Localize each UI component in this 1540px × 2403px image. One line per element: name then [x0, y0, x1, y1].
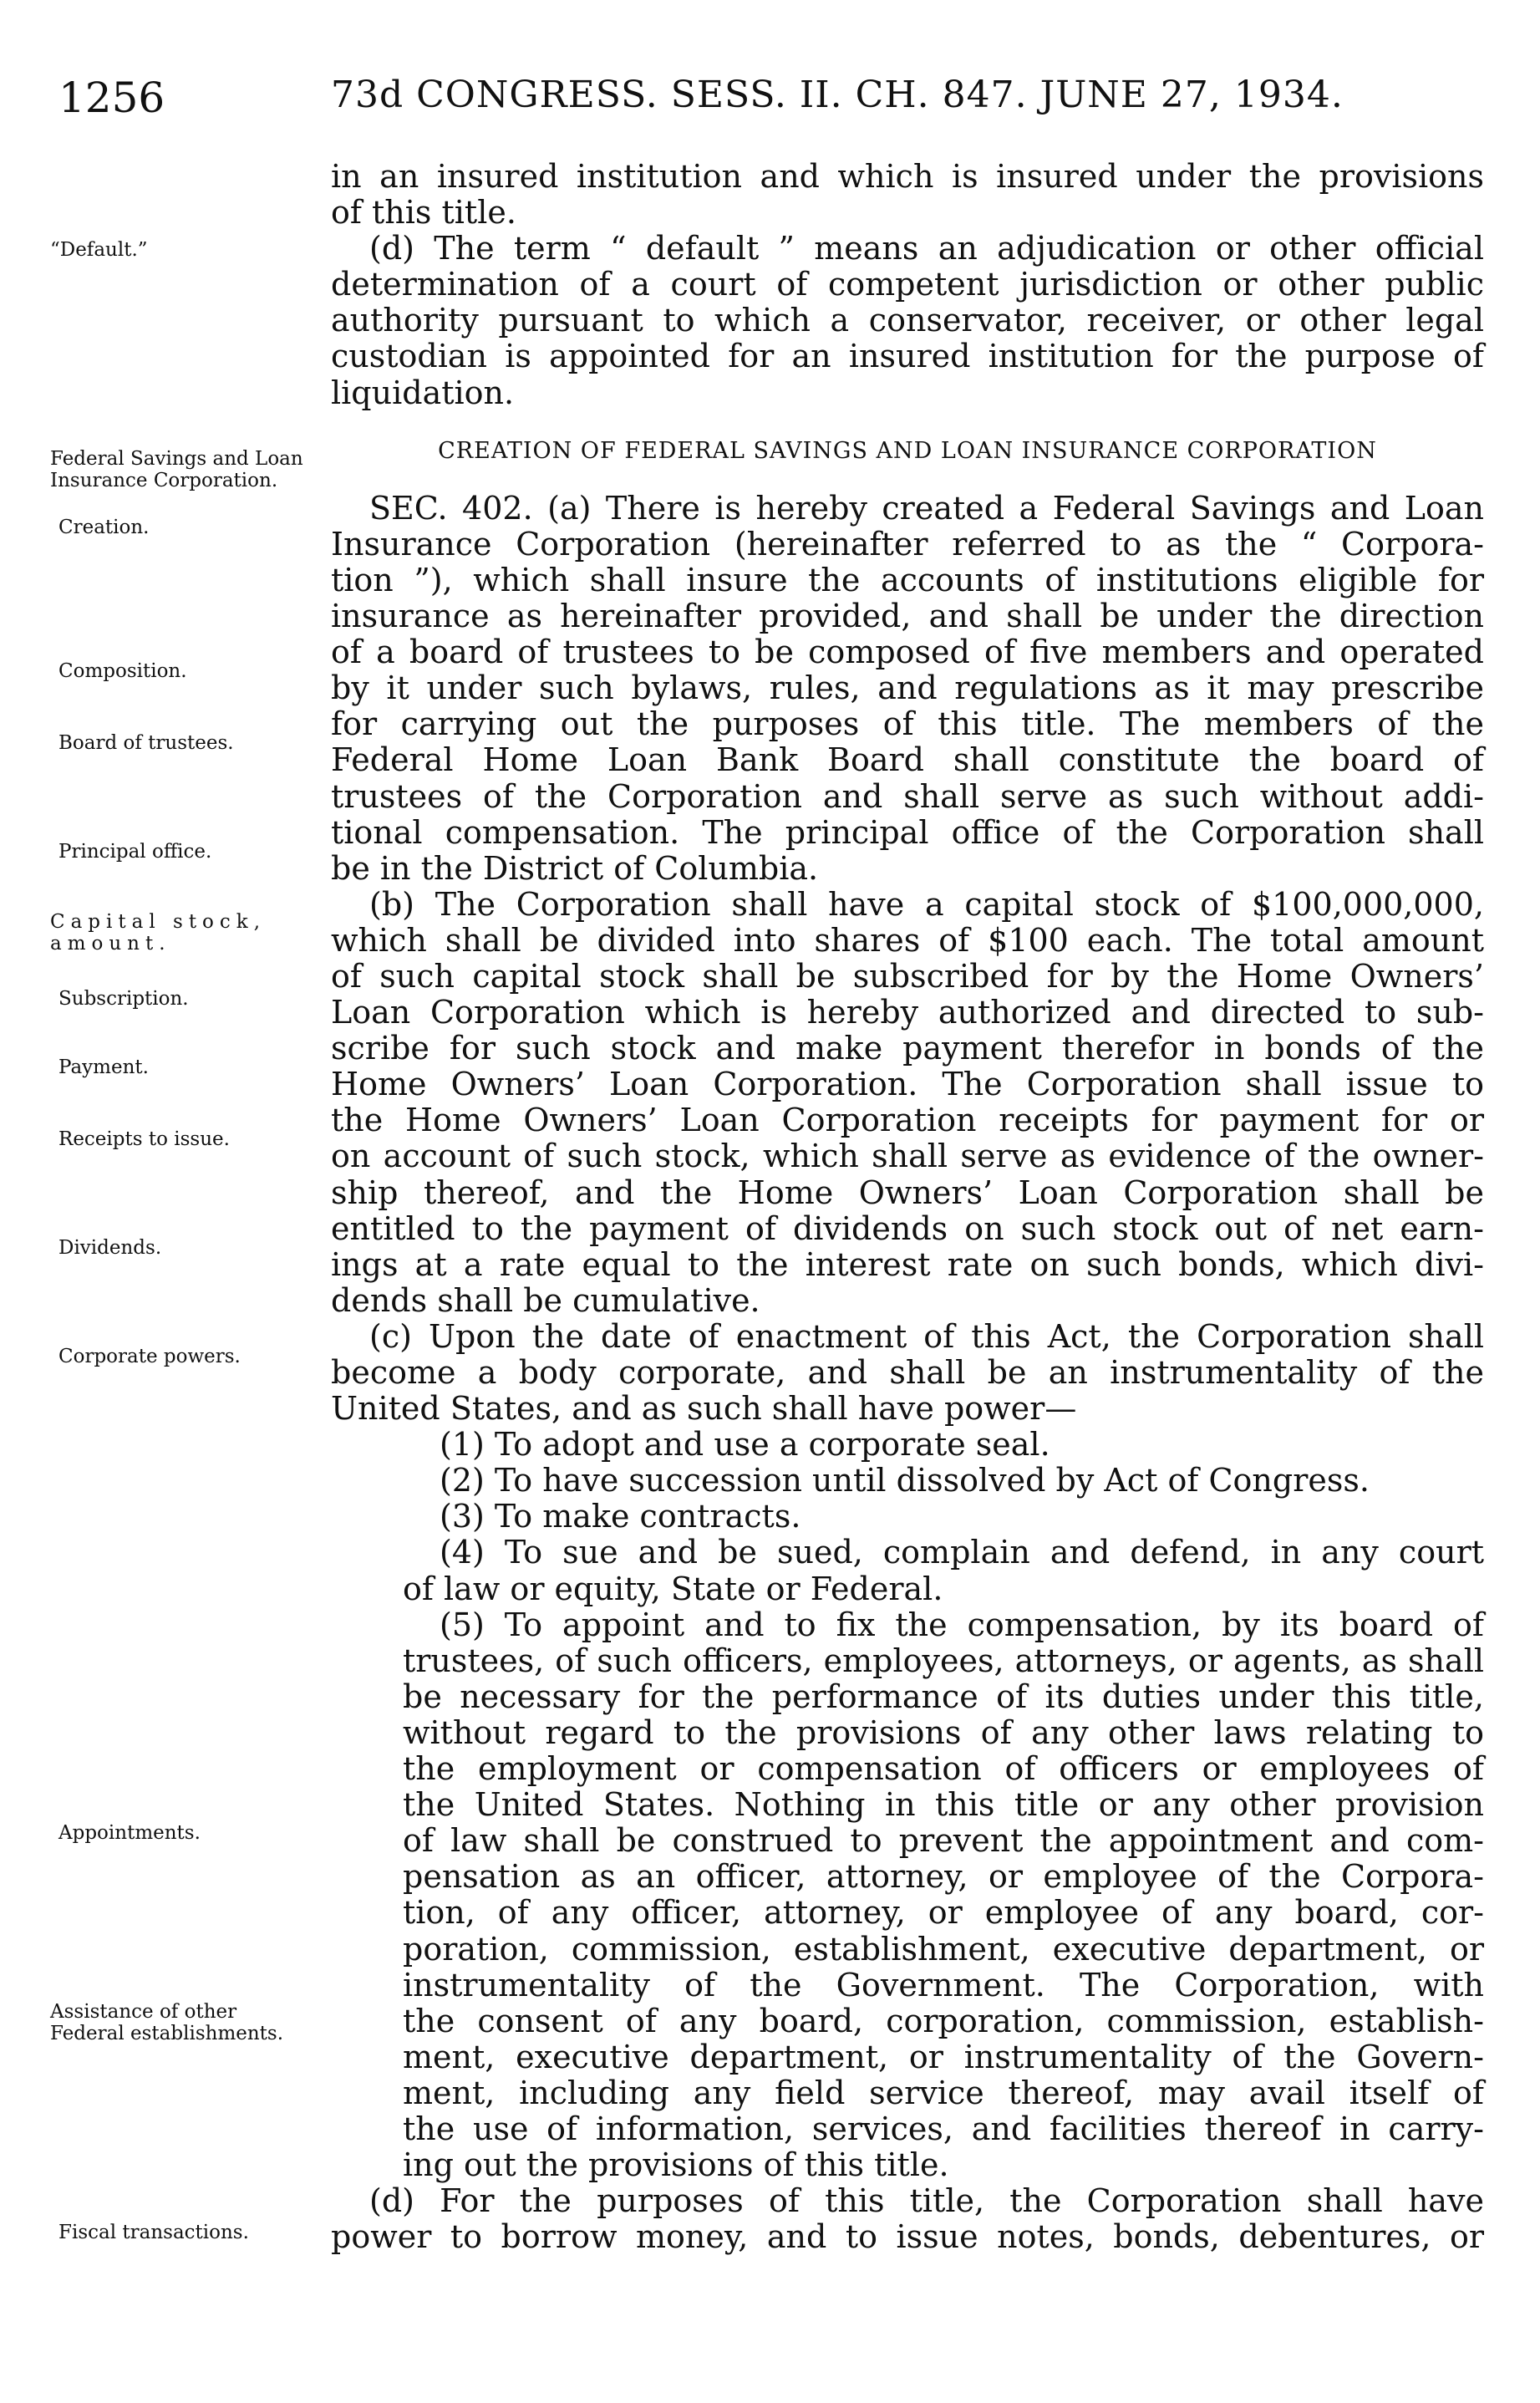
margin-note-creation: Creation.	[58, 517, 150, 538]
text-line: by it under such bylaws, rules, and regulations as it may prescribe	[331, 669, 1484, 707]
text-line: (c) Upon the date of enactment of this Act, the Corporation shall	[369, 1317, 1484, 1355]
margin-note-fslic: Federal Savings and Loan Insurance Corporation.	[50, 448, 303, 491]
statute-text	[331, 159, 1484, 2255]
text-line: the consent of any board, corporation, commission, establish-	[403, 2002, 1484, 2039]
text-line: become a body corporate, and shall be an instrumentality of the	[331, 1354, 1484, 1391]
margin-note-corporate-powers: Corporate powers.	[58, 1346, 241, 1367]
text-line: tional compensation. The principal office of the Corporation shall	[331, 813, 1484, 851]
text-line: the employment or compensation of officers or employees of	[403, 1750, 1484, 1788]
text-line: instrumentality of the Government. The Corporation, with	[403, 1966, 1484, 2003]
text-line: ment, including any field service thereof, may avail itself of	[403, 2074, 1484, 2111]
text-line: the use of information, services, and facilities thereof in carry-	[403, 2110, 1484, 2147]
text-line: without regard to the provisions of any other laws relating to	[403, 1713, 1484, 1751]
text-line: the Home Owners’ Loan Corporation receipts for payment for or	[331, 1102, 1484, 1139]
text-line: of a board of trustees to be composed of five members and operated	[331, 634, 1484, 671]
margin-note-composition: Composition.	[58, 660, 187, 682]
margin-note-appointments: Appointments.	[58, 1822, 201, 1844]
text-line: for carrying out the purposes of this title. The members of the	[331, 705, 1484, 743]
text-line: (d) The term “ default ” means an adjudication or other official	[369, 230, 1484, 267]
text-line: SEC. 402. (a) There is hereby created a Federal Savings and Loan	[369, 489, 1484, 527]
text-line: (d) For the purposes of this title, the Corporation shall have	[369, 2182, 1484, 2220]
text-line: Federal Home Loan Bank Board shall constitute the board of	[331, 741, 1484, 779]
text-line: (b) The Corporation shall have a capital stock of $100,000,000,	[369, 885, 1484, 923]
section-heading: CREATION OF FEDERAL SAVINGS AND LOAN INSURANCE CORPORATION	[438, 437, 1377, 464]
text-line: be necessary for the performance of its duties under this title,	[403, 1678, 1484, 1715]
text-line: Loan Corporation which is hereby authorized and directed to sub-	[331, 994, 1484, 1031]
text-line: liquidation.	[331, 374, 515, 411]
text-line: of such capital stock shall be subscribed for by the Home Owners’	[331, 957, 1484, 995]
text-line: the United States. Nothing in this title or any other provision	[403, 1786, 1484, 1824]
text-line: custodian is appointed for an insured institution for the purpose of	[331, 338, 1484, 375]
text-line: of law or equity, State or Federal.	[403, 1570, 943, 1607]
text-line: determination of a court of competent jurisdiction or other public	[331, 266, 1484, 303]
margin-note-receipts: Receipts to issue.	[58, 1128, 230, 1150]
text-line: which shall be divided into shares of $100 each. The total amount	[331, 921, 1484, 959]
text-line: trustees of the Corporation and shall serve as such without addi-	[331, 777, 1484, 815]
text-line: (4) To sue and be sued, complain and defend, in any court	[440, 1534, 1484, 1571]
text-line: in an insured institution and which is insured under the provisions	[331, 158, 1484, 195]
text-line: poration, commission, establishment, executive department, or	[403, 1930, 1484, 1968]
text-line: (2) To have succession until dissolved by Act of Congress.	[440, 1462, 1370, 1499]
text-line: ing out the provisions of this title.	[403, 2146, 949, 2184]
text-line: of this title.	[331, 194, 516, 232]
text-line: Insurance Corporation (hereinafter referred to as the “ Corpora-	[331, 525, 1484, 563]
text-line: insurance as hereinafter provided, and shall be under the direction	[331, 598, 1484, 635]
text-line: trustees, of such officers, employees, attorneys, or agents, as shall	[403, 1642, 1484, 1679]
margin-note-capital-stock: Capital stock, amount.	[50, 911, 267, 955]
text-line: (1) To adopt and use a corporate seal.	[440, 1426, 1050, 1464]
text-line: scribe for such stock and make payment therefor in bonds of the	[331, 1030, 1484, 1067]
margin-note-dividends: Dividends.	[58, 1237, 162, 1259]
text-line: (5) To appoint and to fix the compensation, by its board of	[440, 1606, 1484, 1643]
margin-note-board: Board of trustees.	[58, 732, 234, 754]
page-number: 1256	[58, 74, 165, 122]
margin-note-principal-office: Principal office.	[58, 841, 212, 863]
text-line: pensation as an officer, attorney, or employee of the Corpora-	[403, 1858, 1484, 1896]
text-line: (3) To make contracts.	[440, 1498, 801, 1535]
margin-note-default: “Default.”	[50, 239, 148, 261]
text-line: on account of such stock, which shall serve as evidence of the owner-	[331, 1138, 1484, 1175]
text-line: tion ”), which shall insure the accounts of institutions eligible for	[331, 561, 1484, 598]
running-header: 73d CONGRESS. SESS. II. CH. 847. JUNE 27, 1934.	[331, 74, 1344, 116]
margin-note-fiscal: Fiscal transactions.	[58, 2222, 249, 2243]
text-line: authority pursuant to which a conservator, receiver, or other legal	[331, 302, 1484, 339]
text-line: tion, of any officer, attorney, or employee of any board, cor-	[403, 1894, 1484, 1932]
text-line: of law shall be construed to prevent the appointment and com-	[403, 1822, 1484, 1860]
margin-note-subscription: Subscription.	[58, 988, 189, 1010]
margin-note-payment: Payment.	[58, 1056, 149, 1078]
margin-note-assistance: Assistance of other Federal establishments.	[50, 2001, 284, 2044]
text-line: power to borrow money, and to issue notes, bonds, debentures, or	[331, 2218, 1484, 2256]
text-line: United States, and as such shall have power—	[331, 1390, 1077, 1428]
text-line: Home Owners’ Loan Corporation. The Corporation shall issue to	[331, 1066, 1484, 1103]
text-line: ings at a rate equal to the interest rate on such bonds, which divi-	[331, 1245, 1484, 1283]
text-line: dends shall be cumulative.	[331, 1281, 760, 1319]
text-line: be in the District of Columbia.	[331, 849, 819, 887]
text-line: ship thereof, and the Home Owners’ Loan Corporation shall be	[331, 1173, 1484, 1211]
text-line: entitled to the payment of dividends on such stock out of net earn-	[331, 1209, 1484, 1247]
text-line: ment, executive department, or instrumentality of the Govern-	[403, 2038, 1484, 2075]
